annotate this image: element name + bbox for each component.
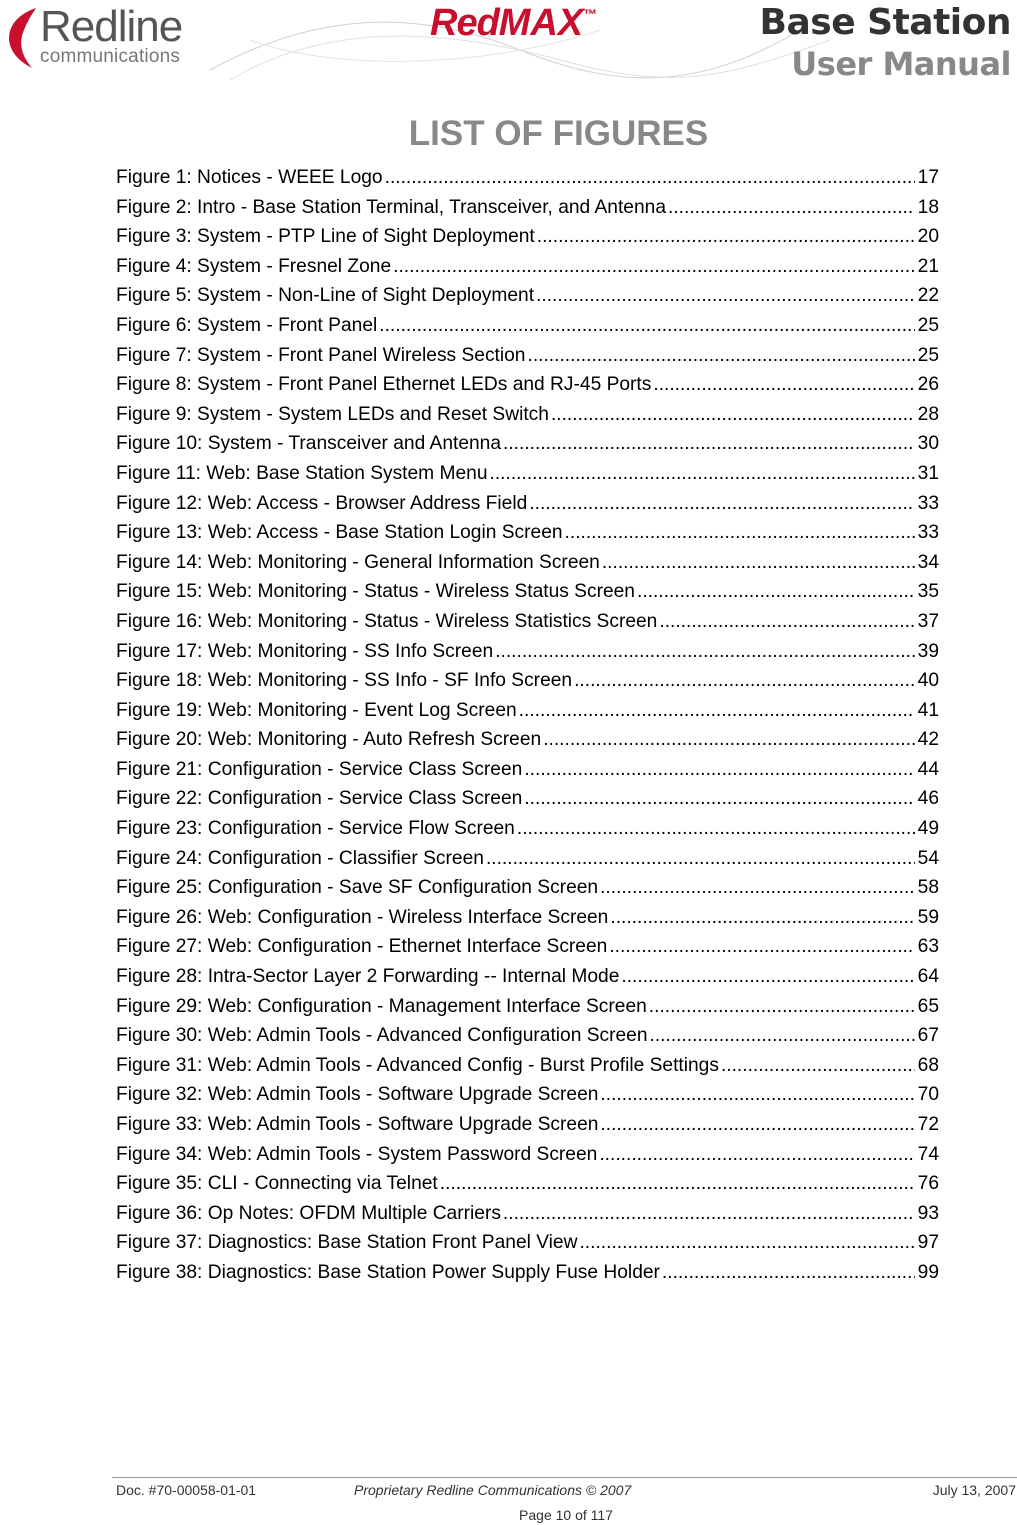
dot-leader <box>519 696 915 726</box>
dot-leader <box>650 1021 915 1051</box>
dot-leader <box>637 577 915 607</box>
figure-label[interactable]: Figure 34: Web: Admin Tools - System Password Screen <box>116 1143 598 1165</box>
page-header <box>0 0 1017 88</box>
dot-leader <box>621 962 914 992</box>
dot-leader <box>602 548 915 578</box>
figure-page-number[interactable]: 41 <box>917 699 939 721</box>
figure-page-number[interactable]: 39 <box>917 640 939 662</box>
figure-page-number[interactable]: 74 <box>917 1143 939 1165</box>
dot-leader <box>503 429 915 459</box>
figure-entry[interactable] <box>116 370 939 400</box>
figure-entry[interactable] <box>116 1080 939 1110</box>
figure-entry[interactable] <box>116 873 939 903</box>
figure-label[interactable]: Figure 25: Configuration - Save SF Configuration Screen <box>116 877 599 899</box>
figure-page-number[interactable]: 33 <box>917 492 939 514</box>
dot-leader <box>565 518 915 548</box>
figure-label[interactable]: Figure 6: System - Front Panel <box>116 314 378 336</box>
dot-leader <box>495 637 914 667</box>
figure-entry[interactable] <box>116 696 939 726</box>
dot-leader <box>385 163 915 193</box>
figure-page-number[interactable]: 37 <box>917 610 939 632</box>
figure-label[interactable]: Figure 33: Web: Admin Tools - Software Upgrade Screen <box>116 1114 599 1135</box>
figure-page-number[interactable]: 97 <box>917 1232 939 1254</box>
figure-label[interactable]: Figure 28: Intra-Sector Layer 2 Forwarding -- Internal Mode <box>116 966 620 988</box>
figure-entry[interactable] <box>116 992 939 1022</box>
proprietary-notice: Proprietary Redline Communications © 2007 <box>354 1482 632 1498</box>
figure-label[interactable]: Figure 15: Web: Monitoring - Status - Wireless Status Screen <box>116 581 635 603</box>
figure-entry[interactable] <box>116 1169 939 1199</box>
figure-page-number[interactable]: 28 <box>917 403 939 425</box>
figure-page-number[interactable]: 35 <box>917 581 939 603</box>
figure-entry[interactable] <box>116 518 939 548</box>
dot-leader <box>599 1140 914 1170</box>
page-number: Page 10 of 117 <box>519 1507 613 1523</box>
figure-page-number[interactable]: 30 <box>917 433 939 455</box>
dot-leader <box>600 873 915 903</box>
figure-label[interactable]: Figure 21: Configuration - Service Class Screen <box>116 758 523 780</box>
figure-page-number[interactable]: 54 <box>917 847 939 869</box>
figure-label[interactable]: Figure 20: Web: Monitoring - Auto Refresh Screen <box>116 729 542 751</box>
figure-page-number[interactable]: 40 <box>917 670 939 692</box>
figure-page-number[interactable]: 31 <box>917 462 939 484</box>
dot-leader <box>579 1228 914 1258</box>
footer-divider <box>112 1477 1017 1478</box>
figure-page-number[interactable]: 64 <box>917 966 939 988</box>
dot-leader <box>653 370 914 400</box>
figure-label[interactable]: Figure 17: Web: Monitoring - SS Info Screen <box>116 640 494 662</box>
figure-entry[interactable] <box>116 1228 939 1258</box>
figure-entry[interactable] <box>116 311 939 341</box>
figure-page-number[interactable]: 59 <box>917 906 939 928</box>
dot-leader <box>668 193 915 223</box>
dot-leader <box>610 903 914 933</box>
figure-entry[interactable] <box>116 666 939 696</box>
figure-entry[interactable] <box>116 341 939 371</box>
redline-swoosh-icon <box>2 4 42 74</box>
dot-leader <box>600 1080 914 1110</box>
figure-entry[interactable] <box>116 607 939 637</box>
dot-leader <box>536 281 915 311</box>
dot-leader <box>721 1051 915 1081</box>
figure-label[interactable]: Figure 1: Notices - WEEE Logo <box>116 167 383 188</box>
figure-entry[interactable] <box>116 844 939 874</box>
figure-label[interactable]: Figure 26: Web: Configuration - Wireless Interface Screen <box>116 906 609 928</box>
figure-entry[interactable] <box>116 1110 939 1140</box>
figure-page-number[interactable]: 25 <box>917 314 939 336</box>
brand-trademark: ™ <box>583 6 597 22</box>
doc-date: July 13, 2007 <box>932 1482 1016 1498</box>
figure-page-number[interactable]: 25 <box>917 344 939 366</box>
figure-label[interactable]: Figure 7: System - Front Panel Wireless Section <box>116 344 526 366</box>
figure-entry[interactable] <box>116 1051 939 1081</box>
figure-entry[interactable] <box>116 755 939 785</box>
dot-leader <box>486 844 915 874</box>
figure-label[interactable]: Figure 22: Configuration - Service Class Screen <box>116 788 523 810</box>
brand-max: MAX <box>498 2 584 44</box>
figure-label[interactable]: Figure 38: Diagnostics: Base Station Power Supply Fuse Holder <box>116 1261 660 1283</box>
doc-number: Doc. #70-00058-01-01 <box>116 1482 257 1498</box>
figure-label[interactable]: Figure 18: Web: Monitoring - SS Info - SF Info Screen <box>116 670 573 692</box>
figure-entry[interactable] <box>116 1021 939 1051</box>
figure-entry[interactable] <box>116 932 939 962</box>
figure-label[interactable]: Figure 31: Web: Admin Tools - Advanced Config - Burst Profile Settings <box>116 1054 719 1076</box>
dot-leader <box>537 222 915 252</box>
figure-entry[interactable] <box>116 252 939 282</box>
figure-entry[interactable] <box>116 459 939 489</box>
figure-label[interactable]: Figure 12: Web: Access - Browser Address Field <box>116 492 528 514</box>
dot-leader <box>524 755 914 785</box>
figure-entry[interactable] <box>116 903 939 933</box>
figure-page-number[interactable]: 49 <box>917 818 939 840</box>
dot-leader <box>529 489 914 519</box>
figure-label[interactable]: Figure 27: Web: Configuration - Ethernet Interface Screen <box>116 936 608 958</box>
dot-leader <box>490 459 915 489</box>
figure-entry[interactable] <box>116 962 939 992</box>
dot-leader <box>379 311 914 341</box>
figure-label[interactable]: Figure 16: Web: Monitoring - Status - Wireless Statistics Screen <box>116 610 658 632</box>
figure-page-number[interactable]: 93 <box>917 1202 939 1224</box>
figure-page-number[interactable]: 68 <box>917 1054 939 1076</box>
figure-page-number[interactable]: 76 <box>917 1173 939 1195</box>
figure-page-number[interactable]: 70 <box>917 1084 939 1106</box>
figure-label[interactable]: Figure 35: CLI - Connecting via Telnet <box>116 1173 438 1195</box>
dot-leader <box>659 607 914 637</box>
figure-label[interactable]: Figure 2: Intro - Base Station Terminal, Transceiver, and Antenna <box>116 196 666 218</box>
doc-subtitle: User Manual <box>791 45 1011 83</box>
dot-leader <box>527 341 914 371</box>
figure-label[interactable]: Figure 5: System - Non-Line of Sight Deployment <box>116 285 535 307</box>
dot-leader <box>524 784 914 814</box>
doc-title: Base Station <box>759 2 1011 43</box>
figure-page-number[interactable]: 18 <box>917 196 939 218</box>
dot-leader <box>543 725 914 755</box>
figure-label[interactable]: Figure 4: System - Fresnel Zone <box>116 255 392 277</box>
figure-label[interactable]: Figure 29: Web: Configuration - Management Interface Screen <box>116 995 647 1017</box>
figure-entry[interactable] <box>116 222 939 252</box>
figure-entry[interactable] <box>116 163 939 193</box>
figure-label[interactable]: Figure 23: Configuration - Service Flow Screen <box>116 818 515 840</box>
figure-page-number[interactable]: 20 <box>917 226 939 248</box>
figure-label[interactable]: Figure 37: Diagnostics: Base Station Front Panel View <box>116 1232 578 1254</box>
dot-leader <box>440 1169 915 1199</box>
figure-entry[interactable] <box>116 725 939 755</box>
figure-entry[interactable] <box>116 489 939 519</box>
figure-label[interactable]: Figure 3: System - PTP Line of Sight Deployment <box>116 226 535 248</box>
figure-page-number[interactable]: 58 <box>917 877 939 899</box>
figure-entry[interactable] <box>116 814 939 844</box>
dot-leader <box>574 666 915 696</box>
figure-list <box>116 163 939 1288</box>
figure-page-number[interactable]: 72 <box>917 1114 939 1135</box>
dot-leader <box>551 400 915 430</box>
page-title: LIST OF FIGURES <box>408 114 709 153</box>
dot-leader <box>600 1110 914 1140</box>
figure-entry[interactable] <box>116 548 939 578</box>
dot-leader <box>662 1258 915 1288</box>
figure-entry[interactable] <box>116 784 939 814</box>
figure-page-number[interactable]: 65 <box>917 995 939 1017</box>
figure-page-number[interactable]: 21 <box>917 255 939 277</box>
figure-page-number[interactable]: 63 <box>917 936 939 958</box>
figure-label[interactable]: Figure 13: Web: Access - Base Station Login Screen <box>116 522 563 544</box>
figure-label[interactable]: Figure 8: System - Front Panel Ethernet LEDs and RJ-45 Ports <box>116 374 652 396</box>
figure-label[interactable]: Figure 11: Web: Base Station System Menu <box>116 462 488 484</box>
figure-page-number[interactable]: 46 <box>917 788 939 810</box>
figure-label[interactable]: Figure 9: System - System LEDs and Reset Switch <box>116 403 549 425</box>
brand-red: Red <box>430 2 499 44</box>
dot-leader <box>517 814 915 844</box>
figure-page-number[interactable]: 26 <box>917 374 939 396</box>
figure-page-number[interactable]: 44 <box>917 758 939 780</box>
dot-leader <box>609 932 914 962</box>
figure-entry[interactable] <box>116 429 939 459</box>
logo-subtitle: communications <box>40 46 181 67</box>
figure-page-number[interactable]: 99 <box>917 1261 939 1283</box>
dot-leader <box>393 252 915 282</box>
figure-label[interactable]: Figure 24: Configuration - Classifier Screen <box>116 847 484 869</box>
dot-leader <box>503 1199 915 1229</box>
figure-label[interactable]: Figure 19: Web: Monitoring - Event Log Screen <box>116 699 517 721</box>
figure-label[interactable]: Figure 36: Op Notes: OFDM Multiple Carriers <box>116 1202 501 1224</box>
figure-page-number[interactable]: 17 <box>917 167 939 188</box>
figure-page-number[interactable]: 42 <box>917 729 939 751</box>
figure-page-number[interactable]: 22 <box>917 285 939 307</box>
figure-page-number[interactable]: 33 <box>917 522 939 544</box>
dot-leader <box>649 992 915 1022</box>
logo-wordmark: Redline <box>40 2 183 51</box>
figure-entry[interactable] <box>116 1258 939 1288</box>
figure-page-number[interactable]: 67 <box>917 1025 939 1047</box>
figure-label[interactable]: Figure 14: Web: Monitoring - General Information Screen <box>116 551 600 573</box>
figure-label[interactable]: Figure 30: Web: Admin Tools - Advanced Configuration Screen <box>116 1025 648 1047</box>
figure-entry[interactable] <box>116 281 939 311</box>
figure-entry[interactable] <box>116 1199 939 1229</box>
figure-entry[interactable] <box>116 577 939 607</box>
figure-label[interactable]: Figure 10: System - Transceiver and Antenna <box>116 433 502 455</box>
figure-page-number[interactable]: 34 <box>917 551 939 573</box>
product-brand <box>430 2 596 45</box>
figure-entry[interactable] <box>116 637 939 667</box>
figure-entry[interactable] <box>116 400 939 430</box>
figure-label[interactable]: Figure 32: Web: Admin Tools - Software Upgrade Screen <box>116 1084 599 1106</box>
figure-entry[interactable] <box>116 1140 939 1170</box>
figure-entry[interactable] <box>116 193 939 223</box>
